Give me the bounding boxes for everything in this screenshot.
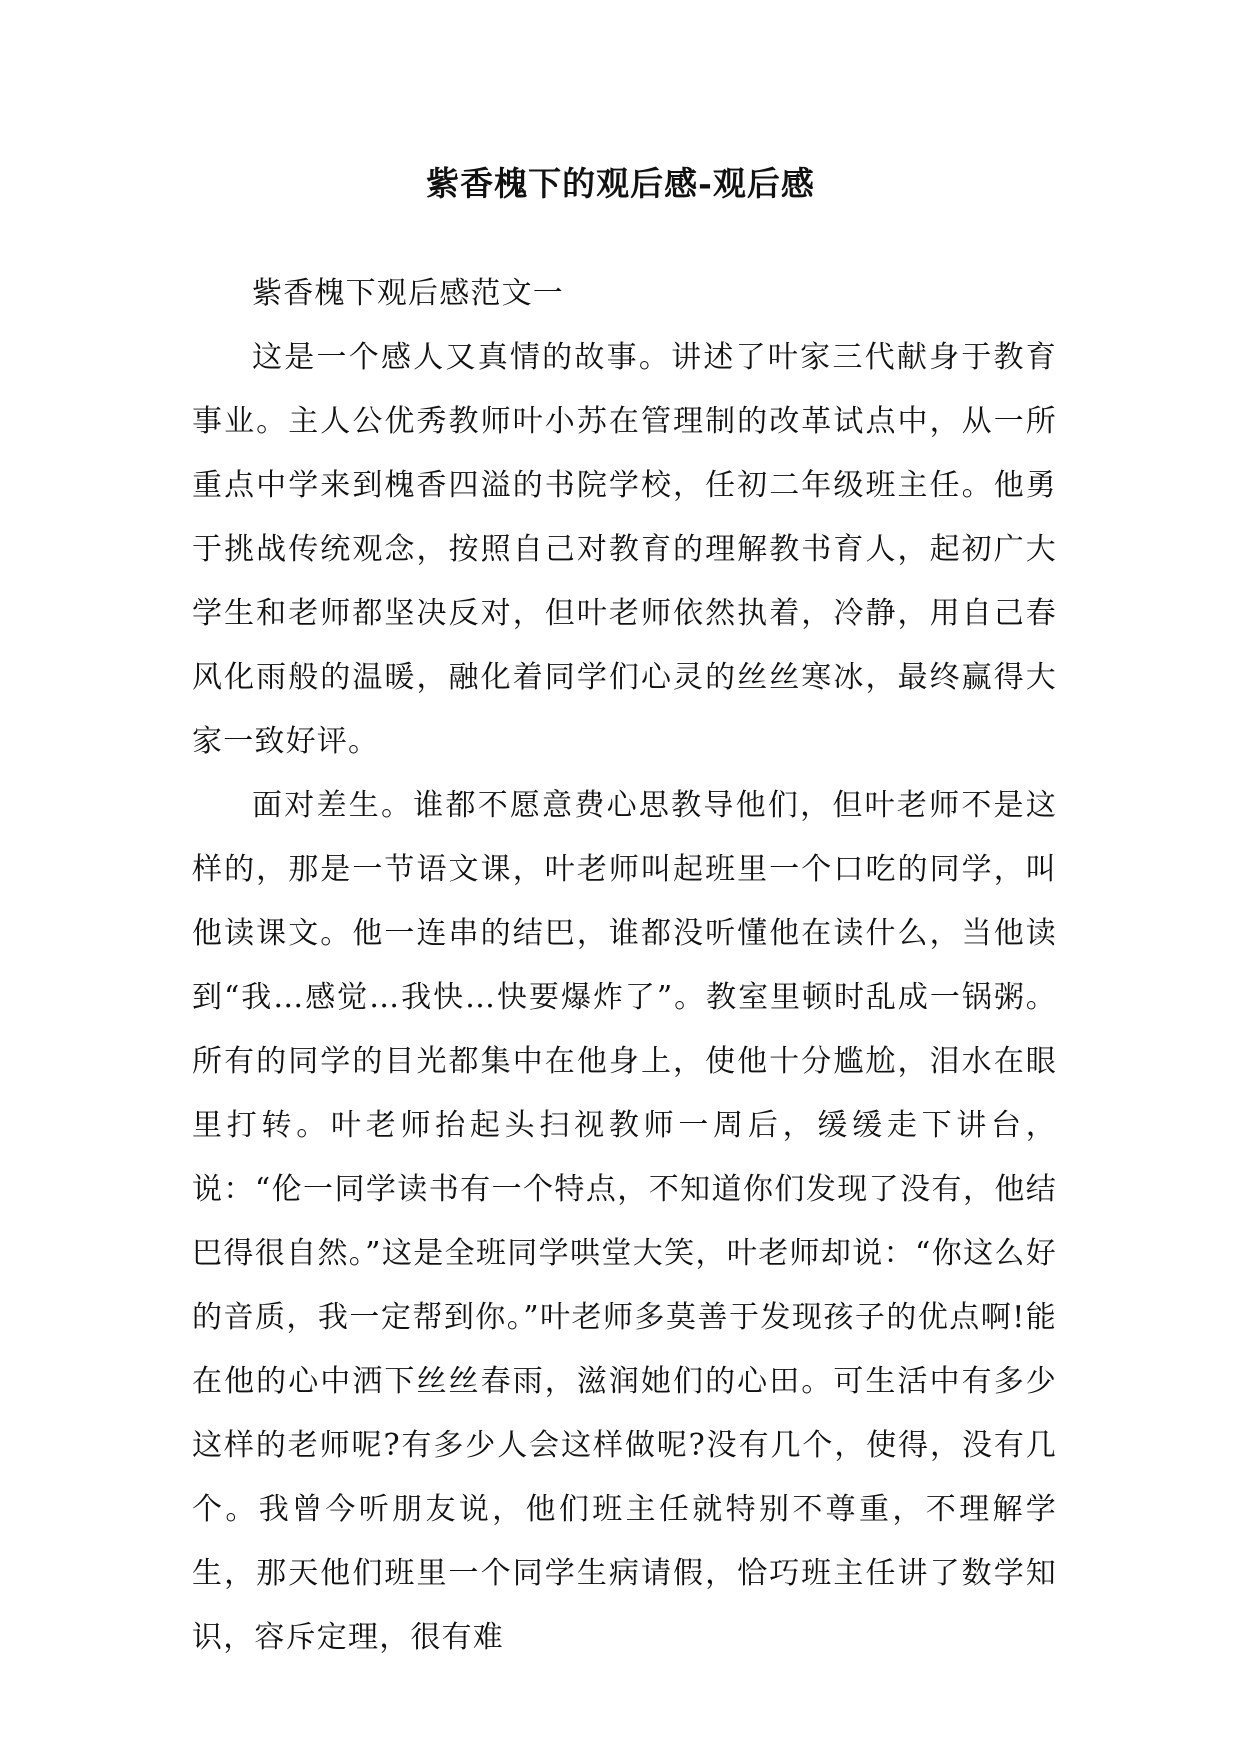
paragraph-heading: 紫香槐下观后感范文一	[252, 276, 564, 311]
document-title: 紫香槐下的观后感-观后感	[426, 164, 815, 203]
paragraph: 面对差生。谁都不愿意费心思教导他们，但叶老师不是这样的，那是一节语文课，叶老师叫起班里一个口吃的同学，叫他读课文。他一连串的结巴，谁都没听懂他在读什么，当他读到“我…感觉…我快…快要爆炸了”。教室里顿时乱成一锅粥。所有的同学的目光都集中在他身上，使他十分尴尬，泪水在眼里打转。叶老师抬起头扫视教师一周后，缓缓走下讲台，说：“伦一同学读书有一个特点，不知道你们发现了没有，他结巴得很自然。”这是全班同学哄堂大笑，叶老师却说：“你这么好的音质，我一定帮到你。”叶老师多莫善于发现孩子的优点啊!能在他的心中洒下丝丝春雨，滋润她们的心田。可生活中有多少这样的老师呢?有多少人会这样做呢?没有几个，使得，没有几个。我曾今听朋友说，他们班主任就特别不尊重，不理解学生，那天他们班里一个同学生病请假，恰巧班主任讲了数学知识，容斥定理，很有难	[192, 788, 1057, 1655]
paragraph: 这是一个感人又真情的故事。讲述了叶家三代献身于教育事业。主人公优秀教师叶小苏在管理制的改革试点中，从一所重点中学来到槐香四溢的书院学校，任初二年级班主任。他勇于挑战传统观念，按照自己对教育的理解教书育人，起初广大学生和老师都坚决反对，但叶老师依然执着，冷静，用自己春风化雨般的温暖，融化着同学们心灵的丝丝寒冰，最终赢得大家一致好评。	[192, 340, 1057, 759]
document-body	[192, 262, 1057, 1670]
